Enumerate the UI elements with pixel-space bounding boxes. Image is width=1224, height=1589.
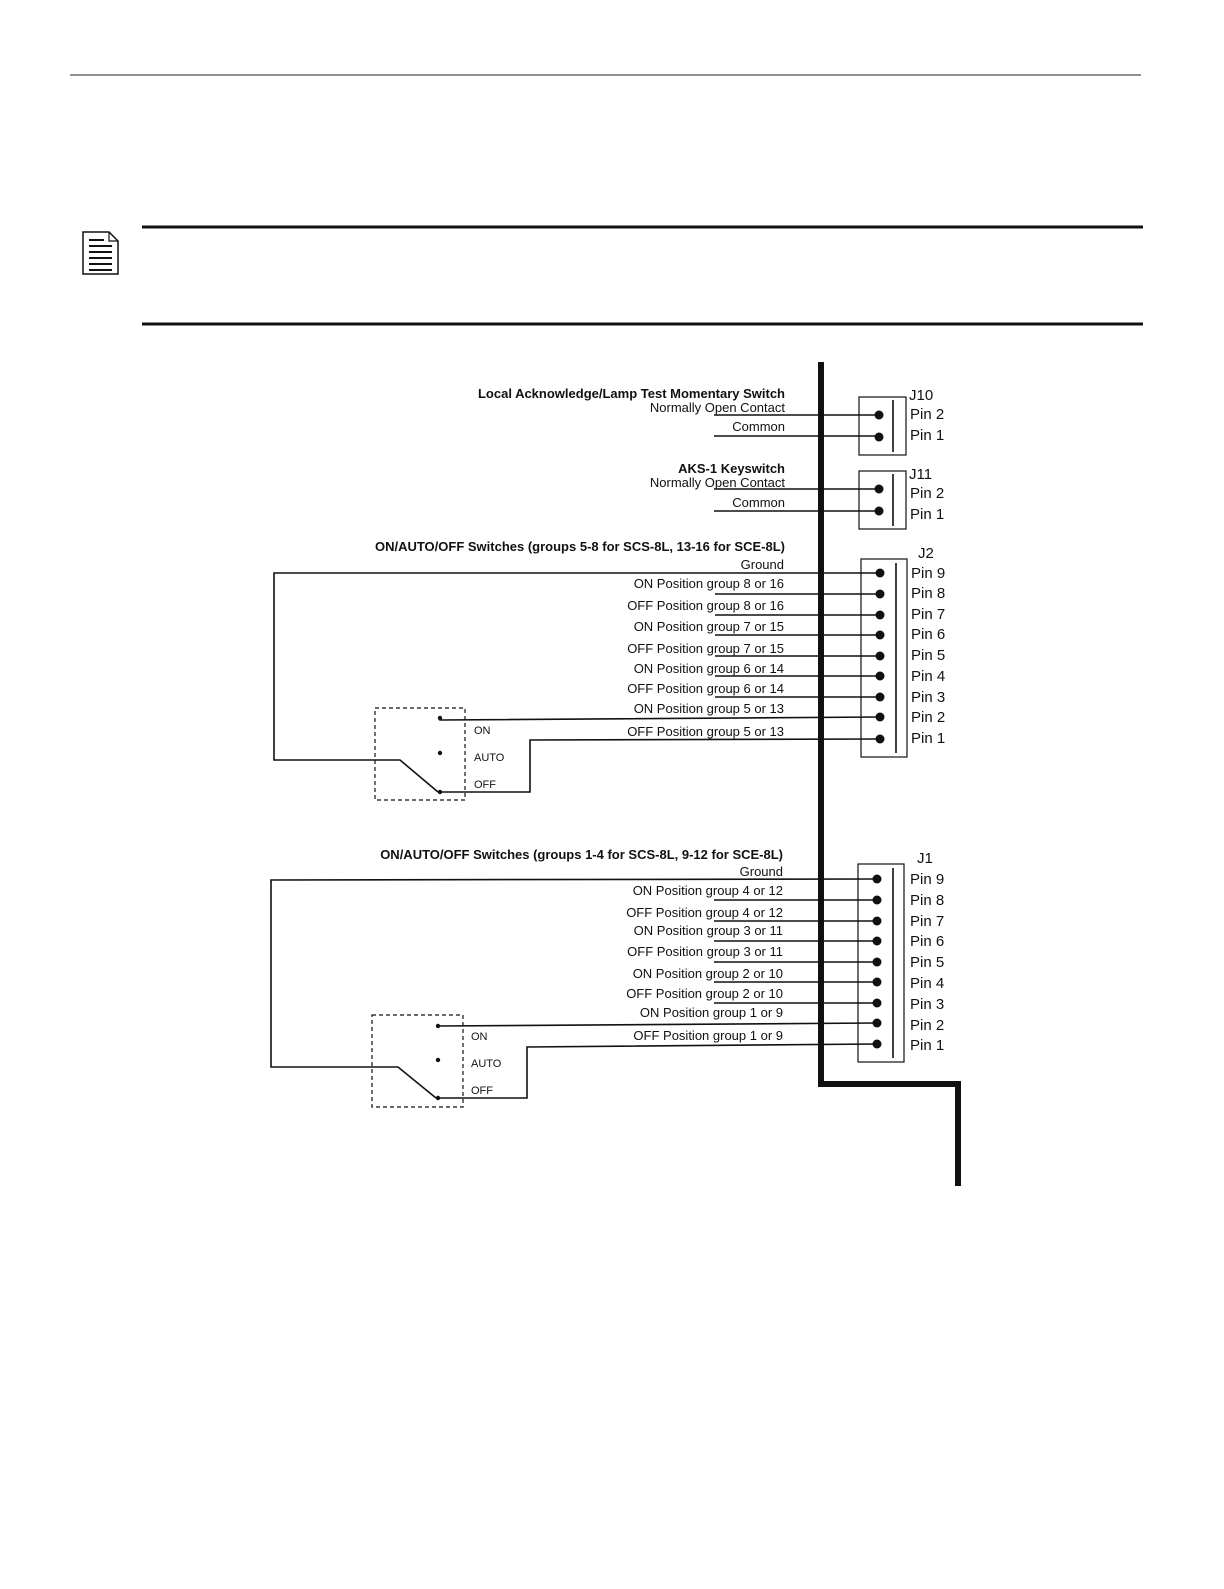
j2-label-8: ON Position group 5 or 13 xyxy=(633,701,784,716)
j2-title: ON/AUTO/OFF Switches (groups 5-8 for SCS-8L, 13-16 for SCE-8L) xyxy=(374,539,785,554)
j1-label-5: OFF Position group 3 or 11 xyxy=(627,944,783,959)
connector-j1 xyxy=(626,850,944,1062)
j2-label-4: ON Position group 7 or 15 xyxy=(633,619,784,634)
j1-label-4: ON Position group 3 or 11 xyxy=(633,923,783,938)
j2-label-9: OFF Position group 5 or 13 xyxy=(627,724,784,739)
j2-label-3: OFF Position group 8 or 16 xyxy=(627,598,784,613)
j2-switch-on: ON xyxy=(474,725,491,737)
j1-pin-6: Pin 4 xyxy=(910,975,945,992)
j1-pin-7: Pin 3 xyxy=(910,996,945,1013)
j1-pin-2: Pin 8 xyxy=(910,892,945,909)
j1-label-6: ON Position group 2 or 10 xyxy=(632,966,783,981)
j11-pin2: Pin 2 xyxy=(910,485,945,502)
j2-label-1: Ground xyxy=(740,557,784,572)
j10-title: Local Acknowledge/Lamp Test Momentary Switch xyxy=(477,386,785,401)
j1-pin-4: Pin 6 xyxy=(910,933,945,950)
j2-switch-auto: AUTO xyxy=(474,752,505,764)
j1-title: ON/AUTO/OFF Switches (groups 1-4 for SCS-8L, 9-12 for SCE-8L) xyxy=(380,847,783,862)
j2-pin-7: Pin 3 xyxy=(911,689,946,706)
j1-label-9: OFF Position group 1 or 9 xyxy=(633,1028,783,1043)
j2-pin-2: Pin 8 xyxy=(911,585,946,602)
j2-pin-1: Pin 9 xyxy=(911,565,946,582)
connector-j1-label: J1 xyxy=(917,850,933,867)
j2-label-6: ON Position group 6 or 14 xyxy=(633,661,784,676)
j1-label-1: Ground xyxy=(739,864,783,879)
switch-j2 xyxy=(274,573,880,800)
j1-switch-off: OFF xyxy=(471,1085,493,1097)
j1-label-3: OFF Position group 4 or 12 xyxy=(626,905,783,920)
j2-label-5: OFF Position group 7 or 15 xyxy=(627,641,784,656)
j1-switch-auto: AUTO xyxy=(471,1058,502,1070)
j1-label-8: ON Position group 1 or 9 xyxy=(639,1005,783,1020)
j2-pin-6: Pin 4 xyxy=(911,668,946,685)
j2-pin-9: Pin 1 xyxy=(911,730,946,747)
j11-label-common: Common xyxy=(732,495,785,510)
j1-pin-5: Pin 5 xyxy=(910,954,945,971)
j1-label-7: OFF Position group 2 or 10 xyxy=(626,986,783,1001)
switch-j1 xyxy=(271,879,877,1107)
j10-pin2: Pin 2 xyxy=(910,406,945,423)
j1-pin-8: Pin 2 xyxy=(910,1017,945,1034)
j1-pin-3: Pin 7 xyxy=(910,913,945,930)
j11-pin1: Pin 1 xyxy=(910,506,945,523)
j10-label-no-contact: Normally Open Contact xyxy=(649,400,785,415)
connector-j2 xyxy=(627,545,945,757)
j10-pin1: Pin 1 xyxy=(910,427,945,444)
j2-pin-5: Pin 5 xyxy=(911,647,946,664)
j1-pin-1: Pin 9 xyxy=(910,871,945,888)
j2-label-2: ON Position group 8 or 16 xyxy=(633,576,784,591)
j1-label-2: ON Position group 4 or 12 xyxy=(632,883,783,898)
j2-label-7: OFF Position group 6 or 14 xyxy=(627,681,784,696)
j2-switch-off: OFF xyxy=(474,779,496,791)
j1-pin-9: Pin 1 xyxy=(910,1037,945,1054)
j2-pin-3: Pin 7 xyxy=(911,606,946,623)
j11-title: AKS-1 Keyswitch xyxy=(678,461,785,476)
j2-pin-8: Pin 2 xyxy=(911,709,946,726)
j11-label-no-contact: Normally Open Contact xyxy=(649,475,785,490)
note-document-icon xyxy=(83,232,118,274)
j2-pin-4: Pin 6 xyxy=(911,626,946,643)
connector-j10-label: J10 xyxy=(909,387,934,404)
connector-j2-label: J2 xyxy=(918,545,934,562)
j10-label-common: Common xyxy=(732,419,785,434)
connector-j11-label: J11 xyxy=(909,466,933,483)
j1-switch-on: ON xyxy=(471,1031,488,1043)
